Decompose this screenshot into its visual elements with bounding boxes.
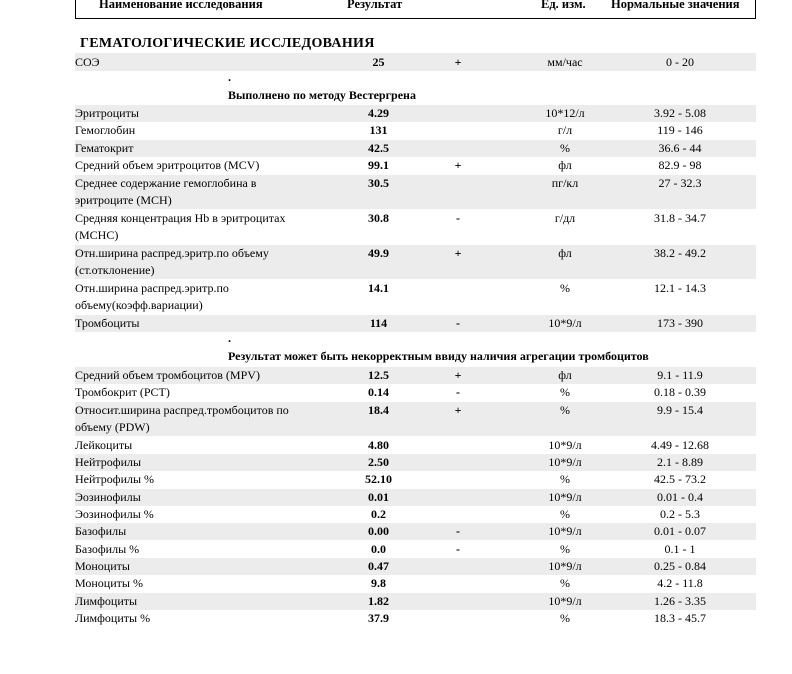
- row-result: 4.29: [368, 106, 389, 120]
- row-unit: 10*9/л: [548, 524, 582, 538]
- row-norm: 0.2 - 5.3: [660, 507, 700, 521]
- row-unit: 10*9/л: [548, 490, 582, 504]
- row-unit: %: [560, 385, 570, 399]
- row-result: 114: [369, 316, 388, 330]
- row-unit: г/дл: [554, 211, 576, 225]
- row-norm: 82.9 - 98: [658, 158, 702, 172]
- note-marker: .: [228, 331, 231, 345]
- row-unit: %: [560, 542, 570, 556]
- table-row: [75, 437, 756, 454]
- method-note: Выполнено по методу Вестергрена: [228, 88, 416, 102]
- row-flag: +: [454, 158, 462, 172]
- section-title: ГЕМАТОЛОГИЧЕСКИЕ ИССЛЕДОВАНИЯ: [80, 36, 375, 51]
- row-norm: 119 - 146: [657, 123, 703, 137]
- table-row-esr: [75, 53, 756, 71]
- row-unit: 10*12/л: [545, 106, 585, 120]
- row-norm: 0.1 - 1: [664, 542, 696, 556]
- row-flag: -: [456, 524, 460, 538]
- row-name: Лимфоциты %: [75, 611, 151, 625]
- row-name: Эритроциты: [75, 106, 139, 120]
- platelet-note: Результат может быть некорректным ввиду наличия агрегации тромбоцитов: [228, 349, 649, 363]
- table-row: [75, 280, 756, 314]
- row-name: Эозинофилы: [75, 490, 141, 504]
- table-row: [75, 175, 756, 209]
- row-unit: г/л: [557, 123, 573, 137]
- table-row: [75, 315, 756, 332]
- row-name: Моноциты %: [75, 576, 143, 590]
- row-result: 0.0: [371, 542, 386, 556]
- row-result: 49.9: [368, 246, 389, 260]
- row-name: Средний объем тромбоцитов (MPV): [75, 368, 260, 382]
- row-result: 0.01: [368, 490, 389, 504]
- row-unit: 10*9/л: [548, 455, 582, 469]
- table-row: [75, 210, 756, 244]
- row-unit: 10*9/л: [548, 559, 582, 573]
- row-name: Нейтрофилы: [75, 455, 142, 469]
- table-row: [75, 122, 756, 139]
- row-unit: %: [560, 281, 570, 295]
- row-unit: 10*9/л: [548, 438, 582, 452]
- row-result: 0.2: [371, 507, 386, 521]
- row-norm: 38.2 - 49.2: [654, 246, 706, 260]
- header-unit: Ед. изм.: [541, 0, 586, 11]
- row-norm: 18.3 - 45.7: [654, 611, 706, 625]
- row-norm: 36.6 - 44: [658, 141, 702, 155]
- table-row: [75, 471, 756, 488]
- table-row: [75, 541, 756, 558]
- row-result: 1.82: [368, 594, 389, 608]
- row-norm: 0.01 - 0.4: [657, 490, 703, 504]
- row-result: 18.4: [368, 403, 389, 417]
- row-name: Относит.ширина распред.тромбоцитов по объему (PDW): [75, 403, 289, 434]
- row-norm: 3.92 - 5.08: [654, 106, 706, 120]
- row-name: Средний объем эритроцитов (MCV): [75, 158, 260, 172]
- row-norm: 4.49 - 12.68: [651, 438, 709, 452]
- row-unit: %: [560, 472, 570, 486]
- row-unit: %: [560, 141, 570, 155]
- row-name: Базофилы: [75, 524, 127, 538]
- row-flag: +: [454, 368, 462, 382]
- row-result: 25: [372, 55, 385, 69]
- row-result: 14.1: [368, 281, 389, 295]
- row-name: Гемоглобин: [75, 123, 136, 137]
- table-row: [75, 610, 756, 627]
- row-unit: 10*9/л: [548, 316, 582, 330]
- row-unit: мм/час: [547, 55, 583, 69]
- row-unit: %: [560, 611, 570, 625]
- row-norm: 31.8 - 34.7: [654, 211, 706, 225]
- row-norm: 9.9 - 15.4: [657, 403, 703, 417]
- row-name: Среднее содержание гемоглобина в эритроците (МСН): [75, 176, 257, 207]
- row-result: 37.9: [368, 611, 389, 625]
- row-unit: %: [560, 403, 570, 417]
- row-unit: %: [560, 507, 570, 521]
- table-row: [75, 523, 756, 540]
- row-result: 131: [369, 123, 388, 137]
- row-norm: 0.01 - 0.07: [654, 524, 706, 538]
- row-result: 2.50: [368, 455, 389, 469]
- row-name: Эозинофилы %: [75, 507, 154, 521]
- row-flag: +: [454, 403, 462, 417]
- row-result: 42.5: [368, 141, 389, 155]
- row-norm: 0 - 20: [666, 55, 694, 69]
- row-name: Нейтрофилы %: [75, 472, 155, 486]
- row-result: 0.47: [368, 559, 389, 573]
- row-name: Гематокрит: [75, 141, 134, 155]
- table-row: [75, 593, 756, 610]
- table-row: [75, 367, 756, 384]
- row-name: Лимфоциты: [75, 594, 138, 608]
- table-row: [75, 402, 756, 436]
- row-result: 0.00: [368, 524, 389, 538]
- row-name: Базофилы %: [75, 542, 140, 556]
- row-norm: 12.1 - 14.3: [654, 281, 706, 295]
- row-norm: 173 - 390: [657, 316, 703, 330]
- row-result: 30.5: [368, 176, 389, 190]
- note-marker: .: [228, 70, 231, 84]
- table-row: [75, 157, 756, 174]
- table-row: [75, 489, 756, 506]
- row-name: Средняя концентрация Hb в эритроцитах (MCHC): [75, 211, 286, 242]
- row-result: 9.8: [371, 576, 386, 590]
- table-row: [75, 384, 756, 401]
- row-unit: фл: [558, 368, 572, 382]
- row-norm: 42.5 - 73.2: [654, 472, 706, 486]
- row-flag: -: [456, 385, 460, 399]
- table-row: [75, 575, 756, 592]
- row-norm: 4.2 - 11.8: [657, 576, 703, 590]
- row-norm: 27 - 32.3: [658, 176, 702, 190]
- header-result: Результат: [347, 0, 403, 11]
- row-result: 4.80: [368, 438, 389, 452]
- row-unit: пг/кл: [551, 176, 579, 190]
- row-name: Моноциты: [75, 559, 130, 573]
- row-result: 30.8: [368, 211, 389, 225]
- row-norm: 0.25 - 0.84: [654, 559, 706, 573]
- row-norm: 2.1 - 8.89: [657, 455, 703, 469]
- row-result: 52.10: [365, 472, 392, 486]
- header-norm: Нормальные значения: [611, 0, 740, 11]
- table-row: [75, 140, 756, 157]
- row-flag: -: [456, 211, 460, 225]
- table-row: [75, 558, 756, 575]
- table-header: [75, 0, 756, 19]
- row-name: СОЭ: [75, 55, 100, 69]
- row-norm: 9.1 - 11.9: [657, 368, 703, 382]
- row-name: Отн.ширина распред.эритр.по объему(коэфф.вариации): [75, 281, 229, 312]
- table-row: [75, 506, 756, 523]
- table-row: [75, 105, 756, 122]
- row-result: 99.1: [368, 158, 389, 172]
- row-norm: 0.18 - 0.39: [654, 385, 706, 399]
- row-result: 0.14: [368, 385, 389, 399]
- row-flag: -: [456, 542, 460, 556]
- row-flag: -: [456, 316, 460, 330]
- row-unit: 10*9/л: [548, 594, 582, 608]
- header-name: Наименование исследования: [99, 0, 263, 11]
- row-unit: %: [560, 576, 570, 590]
- row-result: 12.5: [368, 368, 389, 382]
- table-row: [75, 245, 756, 279]
- row-name: Лейкоциты: [75, 438, 133, 452]
- row-name: Тромбоциты: [75, 316, 140, 330]
- row-flag: +: [454, 55, 462, 69]
- row-unit: фл: [558, 246, 572, 260]
- row-flag: +: [454, 246, 462, 260]
- row-name: Отн.ширина распред.эритр.по объему (ст.отклонение): [75, 246, 269, 277]
- row-norm: 1.26 - 3.35: [654, 594, 706, 608]
- table-row: [75, 454, 756, 471]
- row-unit: фл: [558, 158, 572, 172]
- row-name: Тромбокрит (PCT): [75, 385, 170, 399]
